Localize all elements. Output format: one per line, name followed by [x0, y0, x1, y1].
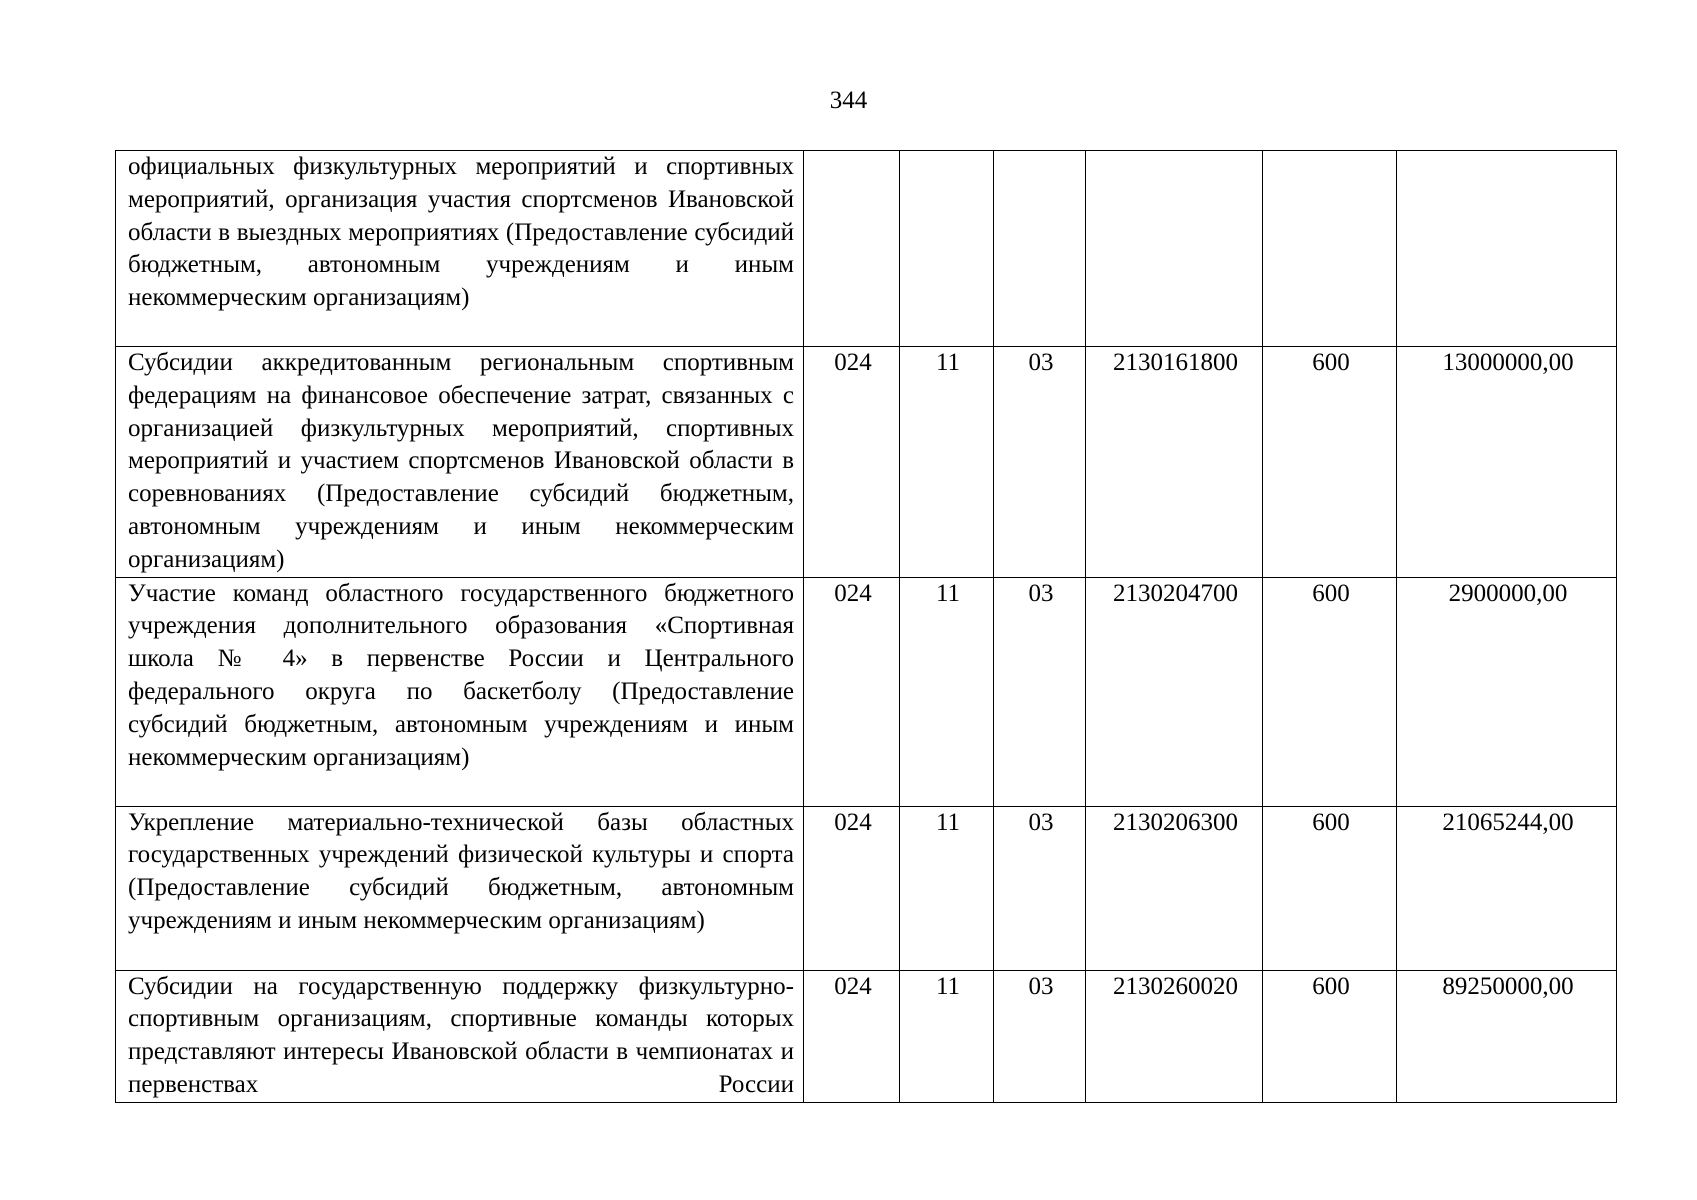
table-row [116, 806, 1617, 970]
ministry-code-cell: 024 [804, 970, 900, 1102]
section-code-cell: 11 [900, 347, 994, 578]
ministry-code-cell: 024 [804, 577, 900, 806]
ministry-code-cell: 024 [804, 806, 900, 970]
page-number: 344 [829, 87, 868, 114]
expense-type-cell: 600 [1263, 806, 1397, 970]
amount-cell: 2900000,00 [1397, 577, 1617, 806]
target-code-cell: 2130206300 [1086, 806, 1263, 970]
table-row [116, 347, 1617, 578]
subsection-code-cell: 03 [994, 347, 1086, 578]
target-code-cell [1086, 151, 1263, 347]
target-code-cell: 2130161800 [1086, 347, 1263, 578]
amount-cell [1397, 151, 1617, 347]
table-row [116, 151, 1617, 347]
expense-type-cell: 600 [1263, 970, 1397, 1102]
expense-type-cell: 600 [1263, 347, 1397, 578]
table-row [116, 577, 1617, 806]
target-code-cell: 2130260020 [1086, 970, 1263, 1102]
ministry-code-cell [804, 151, 900, 347]
row-description: официальных физкультурных мероприятий и спортивных мероприятий, организация участия спортсменов Ивановской области в выездных мероприятиях (Предоставление субсидий бюджетным, автономным учреждениям и иным некоммерческим организациям) [116, 151, 804, 347]
row-description: Укрепление материально-технической базы областных государственных учреждений физической культуры и спорта (Предоставление субсидий бюджетным, автономным учреждениям и иным некоммерческим организациям) [116, 806, 804, 970]
section-code-cell [900, 151, 994, 347]
expense-type-cell: 600 [1263, 577, 1397, 806]
target-code-cell: 2130204700 [1086, 577, 1263, 806]
amount-cell: 13000000,00 [1397, 347, 1617, 578]
row-description: Субсидии на государственную поддержку физкультурно-спортивным организациям, спортивные команды которых представляют интересы Ивановской области в чемпионатах и первенствах России [116, 970, 804, 1102]
row-description: Субсидии аккредитованным региональным спортивным федерациям на финансовое обеспечение затрат, связанных с организацией физкультурных мероприятий, спортивных мероприятий и участием спортсменов Ивановской области в соревнованиях (Предоставление субсидий бюджетным, автономным учреждениям и иным некоммерческим организациям) [116, 347, 804, 578]
section-code-cell: 11 [900, 577, 994, 806]
amount-cell: 21065244,00 [1397, 806, 1617, 970]
row-description: Участие команд областного государственного бюджетного учреждения дополнительного образования «Спортивная школа № 4» в первенстве России и Центрального федерального округа по баскетболу (Предоставление субсидий бюджетным, автономным учреждениям и иным некоммерческим организациям) [116, 577, 804, 806]
subsection-code-cell [994, 151, 1086, 347]
budget-table [115, 150, 1617, 1103]
subsection-code-cell: 03 [994, 806, 1086, 970]
ministry-code-cell: 024 [804, 347, 900, 578]
amount-cell: 89250000,00 [1397, 970, 1617, 1102]
subsection-code-cell: 03 [994, 577, 1086, 806]
table-row [116, 970, 1617, 1102]
section-code-cell: 11 [900, 970, 994, 1102]
section-code-cell: 11 [900, 806, 994, 970]
expense-type-cell [1263, 151, 1397, 347]
subsection-code-cell: 03 [994, 970, 1086, 1102]
